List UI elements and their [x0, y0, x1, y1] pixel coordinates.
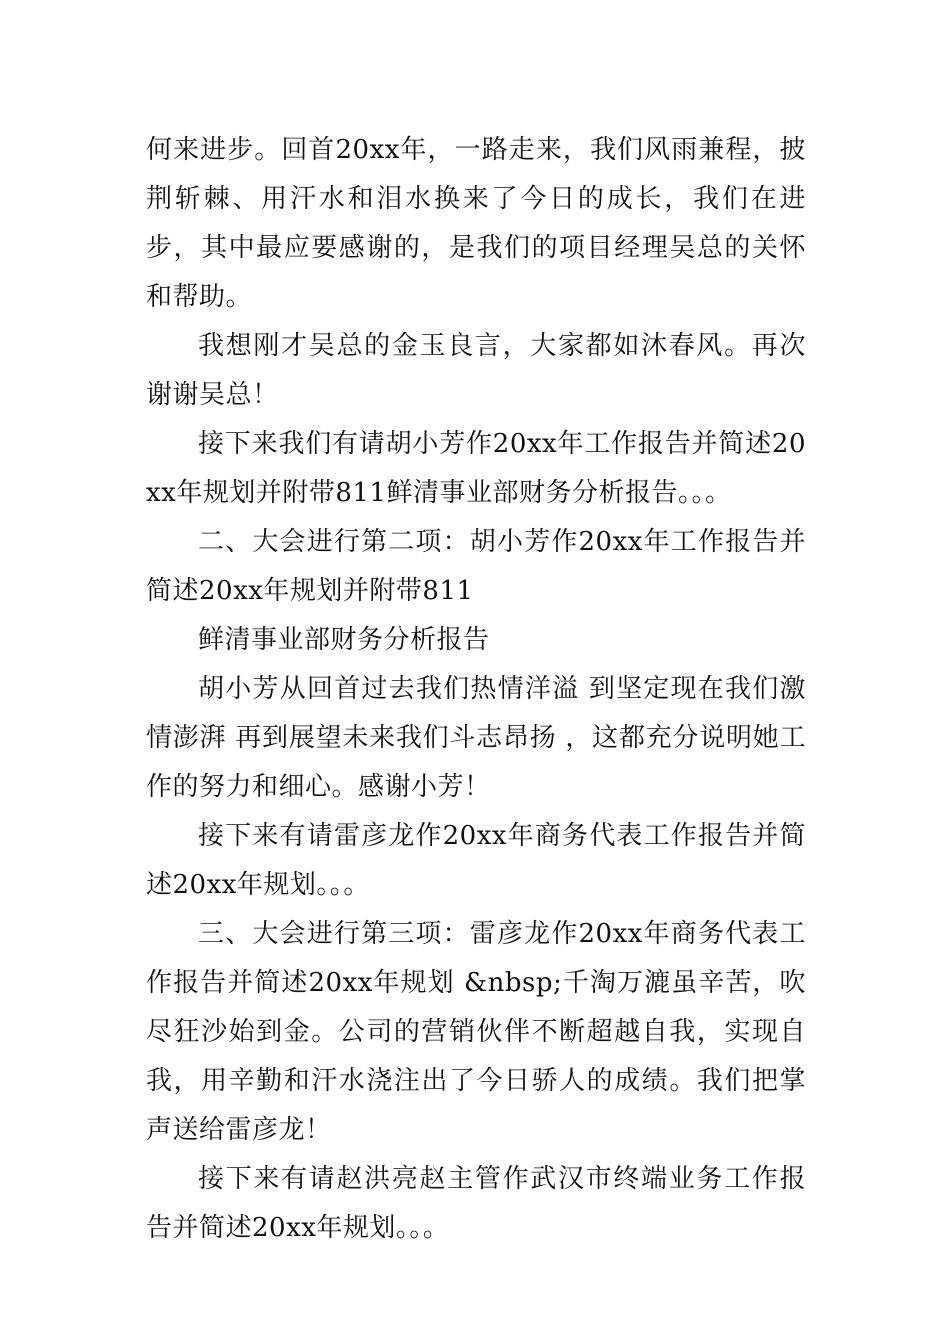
paragraph: 接下来有请雷彦龙作20xx年商务代表工作报告并简述20xx年规划。。。 — [146, 821, 806, 900]
paragraph: 鲜清事业部财务分析报告 — [198, 625, 490, 655]
paragraph: 何来进步。回首20xx年，一路走来，我们风雨兼程，披荆斩棘、用汗水和泪水换来了今日的成长，我们在进步，其中最应要感谢的，是我们的项目经理吴总的关怀和帮助。 — [146, 135, 806, 312]
document-body — [146, 126, 806, 1253]
paragraph: 二、大会进行第二项：胡小芳作20xx年工作报告并简述20xx年规划并附带811 — [146, 527, 806, 606]
paragraph: 三、大会进行第三项：雷彦龙作20xx年商务代表工作报告并简述20xx年规划 &nbsp;千淘万漉虽辛苦，吹尽狂沙始到金。公司的营销伙伴不断超越自我，实现自我，用辛勤和汗水浇注出了今日骄人的成绩。我们把掌声送给雷彦龙！ — [146, 919, 806, 1145]
paragraph: 胡小芳从回首过去我们热情洋溢 到坚定现在我们激情澎湃 再到展望未来我们斗志昂扬 ，这都充分说明她工作的努力和细心。感谢小芳！ — [146, 674, 806, 802]
paragraph: 接下来我们有请胡小芳作20xx年工作报告并简述20xx年规划并附带811鲜清事业部财务分析报告。。。 — [146, 429, 806, 508]
paragraph: 接下来有请赵洪亮赵主管作武汉市终端业务工作报告并简述20xx年规划。。。 — [146, 1164, 806, 1243]
paragraph: 我想刚才吴总的金玉良言，大家都如沐春风。再次谢谢吴总！ — [146, 331, 806, 410]
